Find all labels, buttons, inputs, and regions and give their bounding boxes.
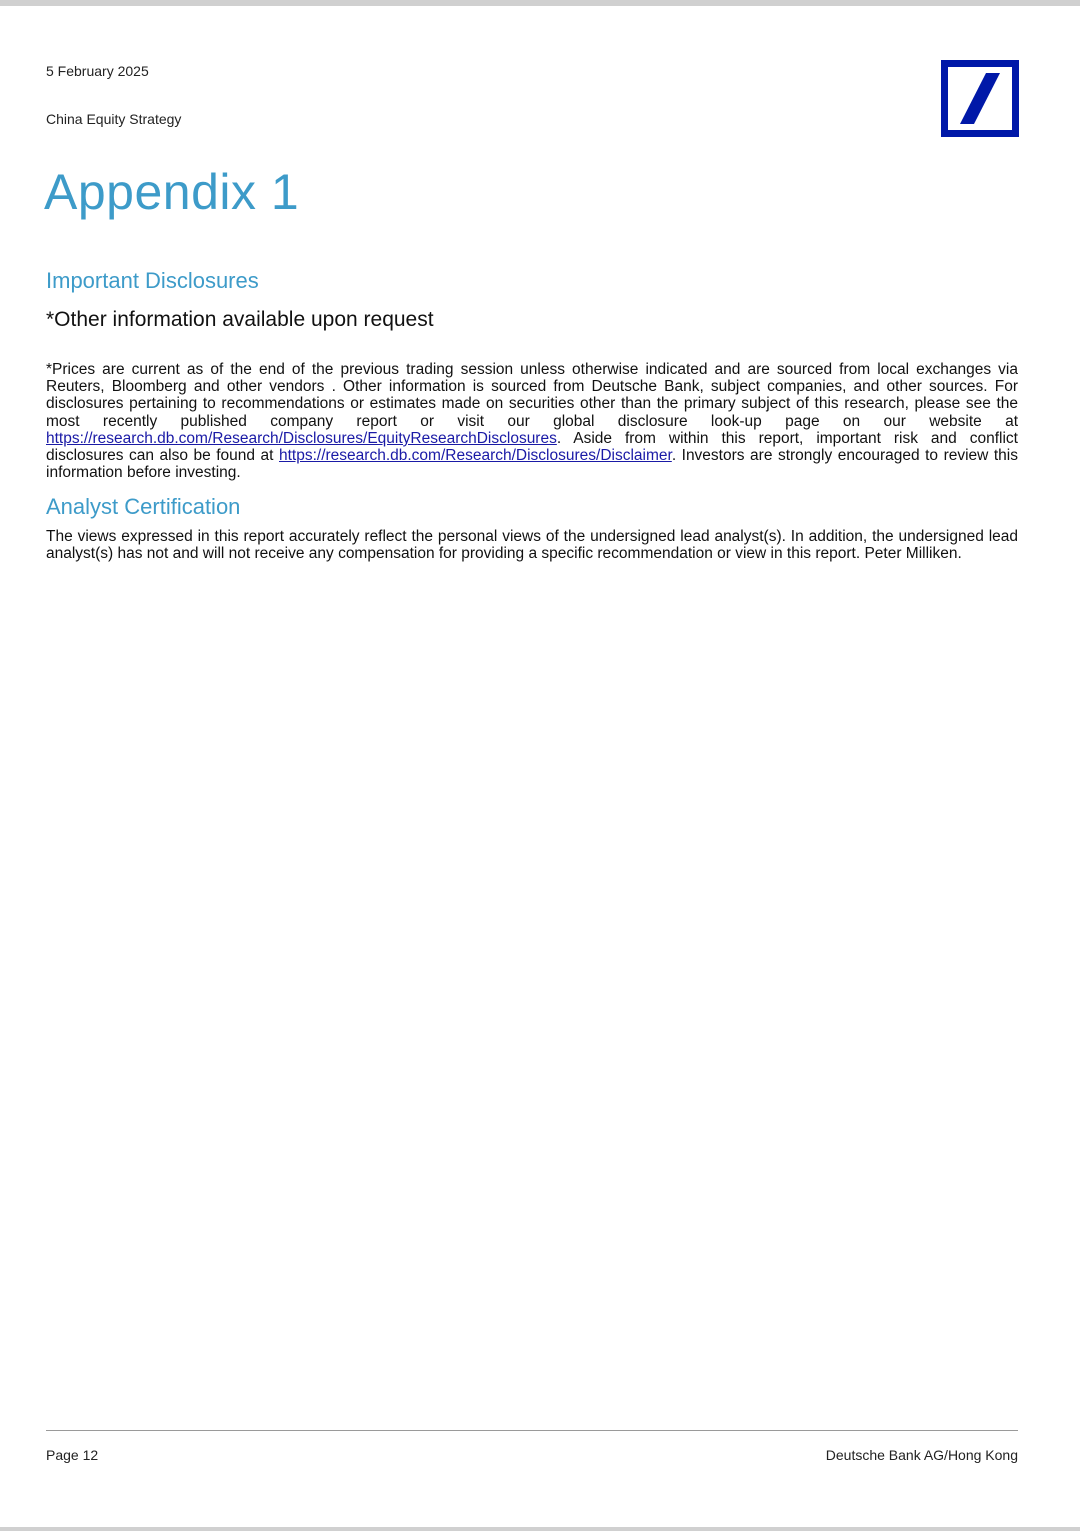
bottom-border — [0, 1527, 1080, 1531]
analyst-certification-text: The views expressed in this report accurately reflect the personal views of the undersigned lead analyst(s). In addition, the undersigned lead analyst(s) has not and will not receive any compensation for providing a specific recommendation or view in this report. Peter Milliken. — [46, 528, 1018, 563]
analyst-certification-heading: Analyst Certification — [46, 494, 241, 519]
disclaimer-link[interactable]: https://research.db.com/Research/Disclosures/Disclaimer — [279, 447, 672, 465]
disclosure-paragraph — [46, 361, 1018, 481]
other-info-note: *Other information available upon request — [46, 308, 434, 331]
important-disclosures-heading: Important Disclosures — [46, 268, 259, 293]
footer-divider — [46, 1430, 1018, 1431]
disclosure-text-3: . Investors are strongly encouraged to review this information before investing. — [46, 447, 1018, 482]
top-border — [0, 0, 1080, 6]
disclosure-text-2: . Aside from within this report, important risk and conflict disclosures can also be found at — [46, 429, 1018, 465]
deutsche-bank-logo-icon — [941, 60, 1019, 137]
disclosure-text-1: *Prices are current as of the end of the previous trading session unless otherwise indicated and are sourced from local exchanges via Reuters, Bloomberg and other vendors . Other information is sourced from Deutsche Bank, subject companies, and other sources. For disclosures pertaining to recommendations or estimates made on securities other than the primary subject of this research, please see the most recently published company report or visit our global disclosure look-up page on our website at — [46, 361, 1018, 430]
page-title: Appendix 1 — [44, 164, 300, 220]
report-series: China Equity Strategy — [46, 111, 182, 127]
equity-research-disclosures-link[interactable]: https://research.db.com/Research/Disclosures/EquityResearchDisclosures — [46, 429, 557, 447]
page-number: Page 12 — [46, 1447, 99, 1463]
report-date: 5 February 2025 — [46, 63, 149, 79]
footer-entity: Deutsche Bank AG/Hong Kong — [825, 1447, 1018, 1463]
